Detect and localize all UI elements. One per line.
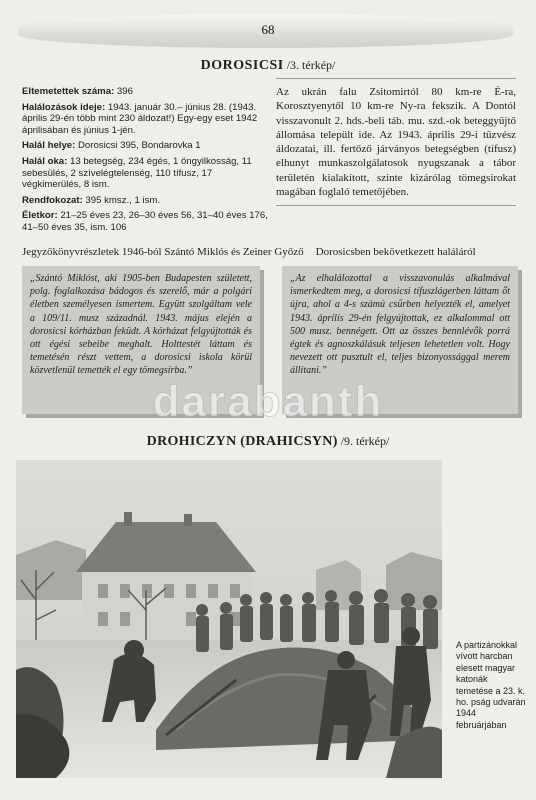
- photo-caption: A partizánokkal vívott harcban elesett magyar katonák temetése a 23. k. ho. pság udvarán 1944 februárjában: [456, 640, 526, 730]
- fact-death-cause: [22, 156, 268, 191]
- fact-value: 13 betegség, 234 égés, 1 öngyilkosság, 11 sebesülés, 2 szívelégtelenség, 110 tífusz, 17 végkimerülés, 8 ism.: [22, 155, 252, 191]
- fact-value: 21–25 éves 23, 26–30 éves 56, 31–40 éves 176, 41–50 éves 35, ism. 106: [22, 210, 268, 233]
- fact-label: Halál oka:: [22, 155, 68, 167]
- section-title-text: DROHICZYN (DRAHICSYN): [146, 434, 338, 449]
- fact-label: Eltemetettek száma:: [22, 86, 115, 97]
- map-reference: /3. térkép/: [283, 58, 336, 72]
- protocol-caption-right: Dorosicsben bekövetkezett haláláról: [315, 246, 476, 258]
- fact-value: 395 kmsz., 1 ism.: [82, 194, 161, 206]
- watermark-logo: darabanth: [152, 377, 384, 426]
- fact-age: [22, 210, 268, 233]
- map-reference: /9. térkép/: [337, 434, 390, 448]
- fact-label: Életkor:: [22, 210, 58, 222]
- fact-death-place: [22, 140, 268, 152]
- section-title-text: DOROSICSI: [200, 58, 284, 73]
- fact-value: 396: [114, 86, 133, 97]
- protocol-caption-left: Jegyzőkönyvrészletek 1946-ból Szántó Miklós és Zeiner Győző: [22, 246, 304, 258]
- fact-buried-count: [22, 86, 268, 98]
- fact-label: Halál helye:: [22, 140, 76, 152]
- section-title-dorosicsi: [0, 58, 536, 74]
- fact-death-dates: [22, 102, 268, 137]
- quote-text-right: „Az elhalálozottal a visszavonulás alkalmával ismerkedtem meg, a dorosicsi tífuszlágerben láttam őt újra, ahol a 4-s számú csűrben helyezték el, amelyet 1943. április 29-én felgyújtottak, ez alkalommal ott 500 musz. bennégett. Ott az összes bennlévők porrá égtek és agnoszkálásuk teljesen lehetetlen volt. Hogy nevezett ott pusztult el, teljes bizonyossággal merem állítani.”: [290, 273, 510, 377]
- quote-text-left: „Szántó Miklóst, aki 1905-ben Budapesten született, polg. foglalkozása bádogos és szerelő, már a polgári életben személyesen ismertem. Együtt szolgáltam vele a 109/11. musz századnál. 1943. május elején a dorosicsi kórházban feküdt. A kórházat felgyújtották és ott égési sebeibe meghalt. Holttestét láttam és temetésén részt vettem, a dorosicsi iskola körül közvetlenül temették el egy tömegsírba.”: [30, 273, 252, 377]
- burial-photo-image: [16, 460, 442, 778]
- fact-label: Halálozások ideje:: [22, 101, 106, 113]
- fact-value: Dorosicsi 395, Bondarovka 1: [75, 140, 201, 152]
- section-title-drohiczyn: [0, 434, 536, 450]
- fact-value: 1943. január 30.– június 28. (1943. április 29-én több mint 230 áldozat!) Egy-egy eset 1942 áprilisában és június 1-jén.: [22, 101, 258, 136]
- fact-label: Rendfokozat:: [22, 194, 83, 206]
- facts-column: [22, 86, 268, 238]
- protocol-caption: [22, 246, 522, 259]
- burial-photo: [16, 460, 442, 778]
- description-paragraph: Az ukrán falu Zsitomirtól 80 km-re É-ra, Korosztyenytől 10 km-re Ny-ra fekszik. A Dontól visszavonult 2. hds.-beli táb. mu. szd.-ok beteggyűjtő állomása települt ide. Az 1943. április 29-i tűzvész áldozatai, ill. fertőző járványos betegségben (tífusz) elhunyt munkaszolgálatosok nyugszanak a tábor területén kialakított, szinte kizárólag tömegsírokat magában foglaló temetőjében.: [276, 78, 516, 206]
- fact-rank: [22, 195, 268, 207]
- page-number: 68: [261, 22, 275, 37]
